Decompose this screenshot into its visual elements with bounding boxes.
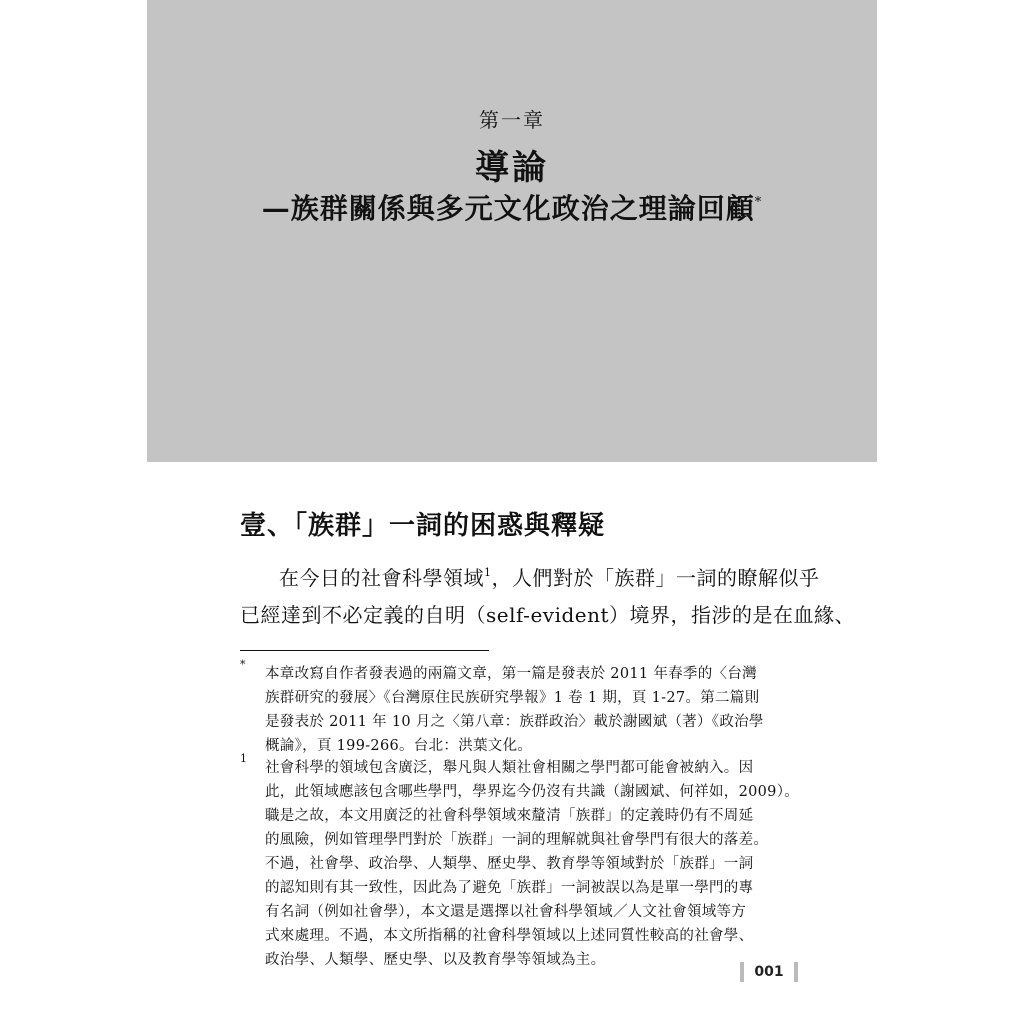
footnote-line: 本章改寫自作者發表過的兩篇文章，第一篇是發表於 2011 年春季的〈台灣	[265, 666, 757, 682]
footnote-line: 有名詞（例如社會學），本文還是選擇以社會科學領域／人文社會領域等方	[265, 904, 747, 920]
section-heading: 壹、「族群」一詞的困惑與釋疑	[240, 511, 606, 541]
chapter-subtitle	[147, 187, 877, 227]
footnote-divider	[240, 650, 489, 651]
body-line-2: 已經達到不必定義的自明（self-evident）境界，指涉的是在血緣、	[240, 603, 856, 627]
chapter-title: 導論	[475, 148, 549, 188]
footnote-marker-1: 1	[240, 752, 247, 765]
footnote-line: 的風險，例如管理學門對於「族群」一詞的理解就與社會學門有很大的落差。	[265, 832, 769, 848]
chapter-header-band	[147, 0, 877, 462]
footnote-line: 式來處理。不過，本文所指稱的社會科學領域以上述同質性較高的社會學、	[265, 928, 754, 944]
body-line-1	[279, 562, 820, 591]
chapter-subtitle-text: —族群關係與多元文化政治之理論回顧	[261, 192, 755, 225]
body-line-1-start: 在今日的社會科學領域	[279, 566, 484, 590]
footnote-line: 是發表於 2011 年 10 月之〈第八章：族群政治〉載於謝國斌（著）《政治學	[265, 714, 764, 730]
body-line-1-end: ，人們對於「族群」一詞的瞭解似乎	[491, 566, 820, 590]
subtitle-footnote-mark: *	[754, 195, 763, 210]
footnote-line: 概論》，頁 199-266。台北：洪葉文化。	[265, 738, 533, 754]
chapter-label: 第一章	[479, 108, 545, 132]
footnote-marker-star: *	[240, 658, 246, 671]
footnote-line: 不過，社會學、政治學、人類學、歷史學、教育學等領域對於「族群」一詞	[265, 856, 754, 872]
footnote-line: 此，此領域應該包含哪些學門，學界迄今仍沒有共識（謝國斌、何祥如，2009）。	[265, 784, 800, 800]
footnote-line: 政治學、人類學、歷史學、以及教育學等領域為主。	[265, 952, 606, 968]
page-number: 001	[740, 962, 798, 982]
footnote-line: 族群研究的發展〉《台灣原住民族研究學報》1 卷 1 期，頁 1-27。第二篇則	[265, 690, 760, 706]
footnote-line: 社會科學的領域包含廣泛，舉凡與人類社會相關之學門都可能會被納入。因	[265, 760, 754, 776]
footnote-ref-1: 1	[484, 566, 492, 579]
footnote-line: 職是之故，本文用廣泛的社會科學領域來釐清「族群」的定義時仍有不周延	[265, 808, 754, 824]
footnote-line: 的認知則有其一致性，因此為了避免「族群」一詞被誤以為是單一學門的專	[265, 880, 754, 896]
